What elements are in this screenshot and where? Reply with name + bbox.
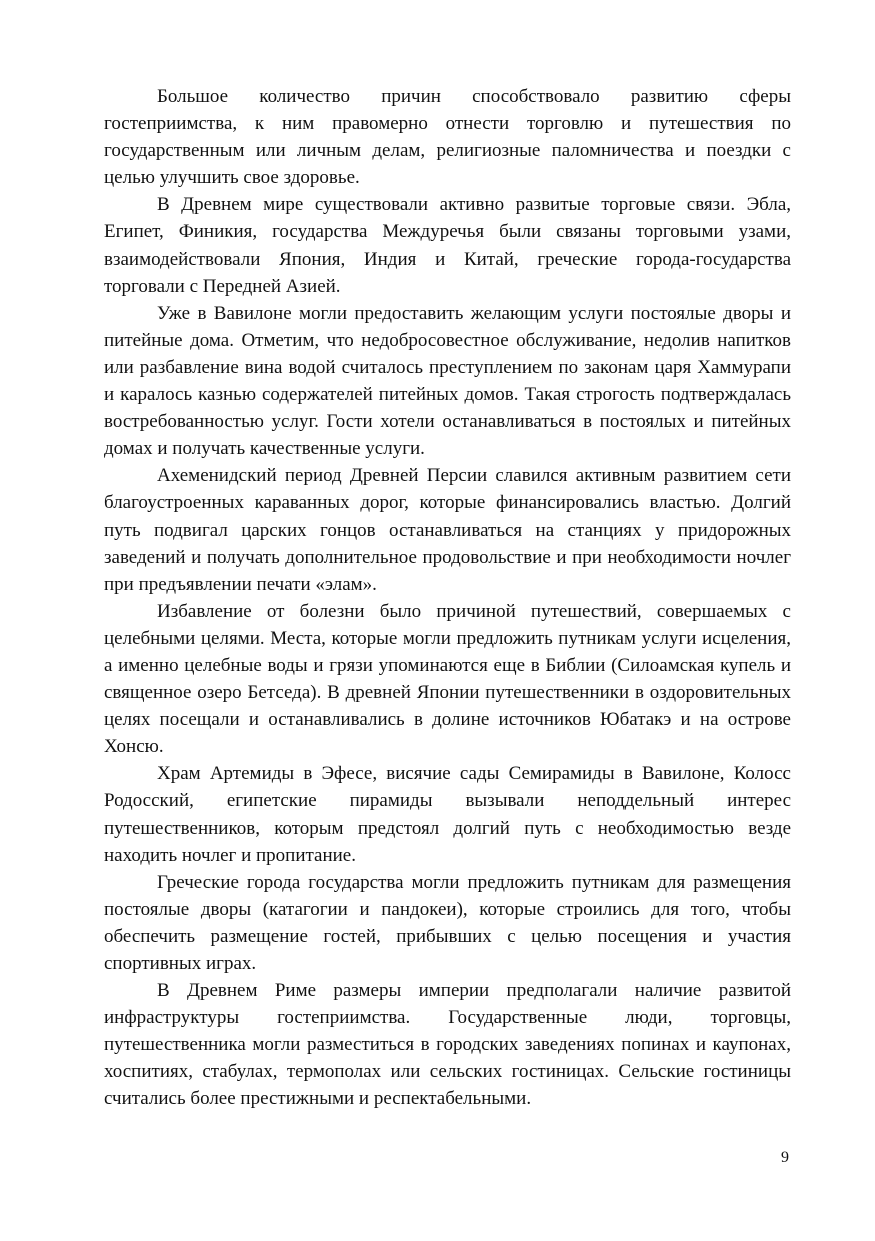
paragraph-5: Избавление от болезни было причиной путешествий, совершаемых с целебными целями. Места, которые могли предложить путникам услуги исцеления, а именно целебные воды и грязи упоминаются еще в Библии (Силоамская купель и священное озеро Бетседа). В древней Японии путешественники в оздоровительных целях посещали и останавливались в долине источников Юбатакэ и на острове Хонсю. <box>104 600 791 758</box>
paragraph-8: В Древнем Риме размеры империи предполагали наличие развитой инфраструктуры гостеприимства. Государственные люди, торговцы, путешественника могли разместиться в городских заведениях попинах и каупонах, хоспитиях, стабулах, термополах или сельских гостиницах. Сельские гостиницы считались более престижными и респектабельными. <box>104 980 791 1110</box>
paragraph-6: Храм Артемиды в Эфесе, висячие сады Семирамиды в Вавилоне, Колосс Родосский, египетские пирамиды вызывали неподдельный интерес путешественников, которым предстоял долгий путь с необходимостью везде находить ночлег и пропитание. <box>104 763 791 866</box>
paragraph-2: В Древнем мире существовали активно развитые торговые связи. Эбла, Египет, Финикия, государства Междуречья были связаны торговыми узами, взаимодействовали Япония, Индия и Китай, греческие города-государства торговали с Передней Азией. <box>104 194 791 297</box>
paragraph-7: Греческие города государства могли предложить путникам для размещения постоялые дворы (катагогии и пандокеи), которые строились для того, чтобы обеспечить размещение гостей, прибывших с целью посещения и участия спортивных играх. <box>104 871 791 974</box>
page-number: 9 <box>781 1149 789 1166</box>
paragraph-1: Большое количество причин способствовало развитию сферы гостеприимства, к ним правомерно отнести торговлю и путешествия по государственным или личным делам, религиозные паломничества и поездки с целью улучшить свое здоровье. <box>104 86 791 189</box>
body-text <box>104 83 791 1113</box>
paragraph-4: Ахеменидский период Древней Персии славился активным развитием сети благоустроенных караванных дорог, которые финансировались властью. Долгий путь подвигал царских гонцов останавливаться на станциях у придорожных заведений и получать дополнительное продовольствие и при необходимости ночлег при предъявлении печати «элам». <box>104 465 791 595</box>
paragraph-3: Уже в Вавилоне могли предоставить желающим услуги постоялые дворы и питейные дома. Отметим, что недобросовестное обслуживание, недолив напитков или разбавление вина водой считалось преступлением по законам царя Хаммурапи и каралось казнью содержателей питейных домов. Такая строгость подтверждалась востребованностью услуг. Гости хотели останавливаться в постоялых и питейных домах и получать качественные услуги. <box>104 302 791 460</box>
